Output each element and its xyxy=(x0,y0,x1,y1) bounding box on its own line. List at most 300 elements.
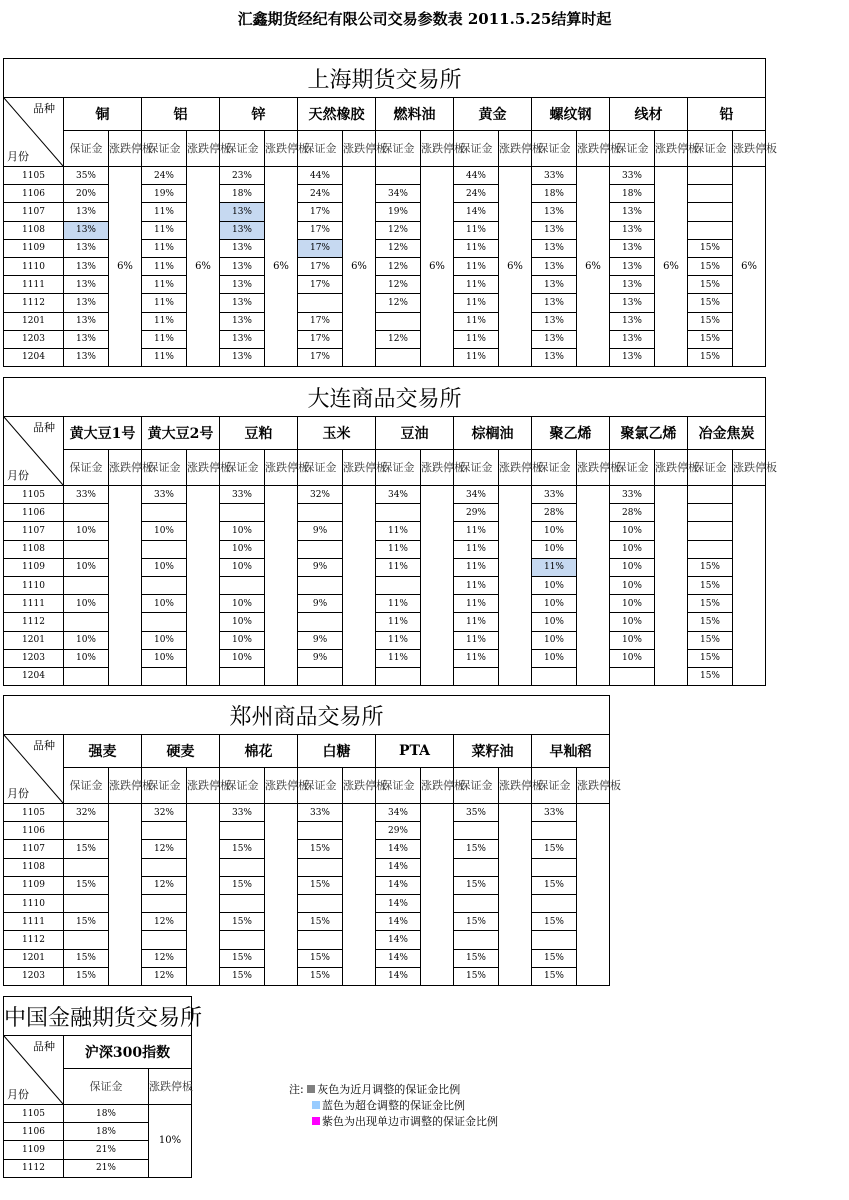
margin-cell xyxy=(220,858,265,876)
margin-header: 保证金 xyxy=(532,131,577,167)
month-cell: 1108 xyxy=(4,540,64,558)
margin-cell xyxy=(220,931,265,949)
product-name: 菜籽油 xyxy=(454,735,532,768)
margin-cell: 34% xyxy=(376,804,421,822)
margin-cell: 15% xyxy=(532,840,577,858)
margin-cell xyxy=(220,667,265,685)
product-name: 冶金焦炭 xyxy=(688,417,766,450)
month-cell: 1201 xyxy=(4,949,64,967)
margin-cell xyxy=(376,667,421,685)
margin-cell: 11% xyxy=(142,348,187,366)
margin-cell: 18% xyxy=(220,185,265,203)
margin-cell: 15% xyxy=(688,631,733,649)
margin-cell: 34% xyxy=(376,486,421,504)
product-name: 聚乙烯 xyxy=(532,417,610,450)
margin-cell: 15% xyxy=(688,649,733,667)
corner-product-label: 品种 xyxy=(33,102,55,115)
margin-cell xyxy=(64,504,109,522)
limit-header: 涨跌停板 xyxy=(187,450,220,486)
limit-cell xyxy=(421,804,454,986)
margin-cell: 19% xyxy=(142,185,187,203)
margin-cell: 10% xyxy=(220,613,265,631)
margin-cell: 13% xyxy=(610,312,655,330)
legend-text: 灰色为近月调整的保证金比例 xyxy=(317,1083,461,1096)
margin-cell: 11% xyxy=(142,294,187,312)
margin-cell: 15% xyxy=(64,840,109,858)
limit-cell xyxy=(109,486,142,686)
margin-cell: 15% xyxy=(688,348,733,366)
limit-header: 涨跌停板 xyxy=(265,768,298,804)
product-name: PTA xyxy=(376,735,454,768)
limit-header: 涨跌停板 xyxy=(499,768,532,804)
margin-cell: 15% xyxy=(532,949,577,967)
margin-cell: 10% xyxy=(610,631,655,649)
margin-cell xyxy=(220,576,265,594)
margin-cell: 14% xyxy=(376,931,421,949)
margin-cell: 18% xyxy=(64,1105,149,1123)
margin-cell: 13% xyxy=(220,203,265,221)
margin-header: 保证金 xyxy=(142,131,187,167)
margin-cell: 11% xyxy=(142,221,187,239)
margin-cell xyxy=(532,931,577,949)
margin-cell: 10% xyxy=(532,595,577,613)
margin-cell xyxy=(64,576,109,594)
margin-cell xyxy=(220,504,265,522)
margin-cell: 15% xyxy=(688,613,733,631)
margin-cell: 11% xyxy=(454,239,499,257)
margin-cell xyxy=(454,822,499,840)
product-name: 螺纹钢 xyxy=(532,98,610,131)
margin-cell: 11% xyxy=(454,294,499,312)
month-cell: 1107 xyxy=(4,522,64,540)
margin-cell xyxy=(64,894,109,912)
margin-header: 保证金 xyxy=(610,131,655,167)
margin-cell: 13% xyxy=(610,239,655,257)
margin-cell xyxy=(142,576,187,594)
margin-header: 保证金 xyxy=(64,1069,149,1105)
margin-cell: 12% xyxy=(142,949,187,967)
margin-cell: 12% xyxy=(376,276,421,294)
margin-header: 保证金 xyxy=(298,768,343,804)
margin-cell xyxy=(610,667,655,685)
margin-cell: 33% xyxy=(532,804,577,822)
product-name: 早籼稻 xyxy=(532,735,610,768)
margin-cell: 13% xyxy=(64,294,109,312)
margin-cell: 10% xyxy=(532,522,577,540)
margin-cell: 13% xyxy=(532,221,577,239)
product-name: 燃料油 xyxy=(376,98,454,131)
margin-cell: 10% xyxy=(64,558,109,576)
margin-cell: 13% xyxy=(610,294,655,312)
limit-cell: 6% xyxy=(655,167,688,367)
margin-cell: 15% xyxy=(532,876,577,894)
margin-cell: 10% xyxy=(610,540,655,558)
margin-cell: 13% xyxy=(532,330,577,348)
margin-cell: 10% xyxy=(532,631,577,649)
margin-cell: 11% xyxy=(376,558,421,576)
margin-cell: 24% xyxy=(298,185,343,203)
margin-cell: 10% xyxy=(220,595,265,613)
margin-cell: 15% xyxy=(220,913,265,931)
product-name: 铅 xyxy=(688,98,766,131)
margin-cell xyxy=(298,822,343,840)
margin-cell: 10% xyxy=(532,613,577,631)
legend-row xyxy=(289,1114,498,1130)
margin-cell: 11% xyxy=(454,348,499,366)
margin-cell xyxy=(298,576,343,594)
corner-month-label: 月份 xyxy=(7,787,29,800)
margin-cell xyxy=(532,822,577,840)
margin-cell: 15% xyxy=(688,576,733,594)
margin-cell: 10% xyxy=(220,631,265,649)
corner-product-label: 品种 xyxy=(33,1040,55,1053)
margin-cell xyxy=(688,185,733,203)
margin-cell: 13% xyxy=(64,330,109,348)
margin-cell: 11% xyxy=(376,649,421,667)
margin-cell: 9% xyxy=(298,522,343,540)
margin-cell: 15% xyxy=(532,913,577,931)
margin-cell: 9% xyxy=(298,595,343,613)
month-cell: 1112 xyxy=(4,294,64,312)
margin-cell xyxy=(376,576,421,594)
margin-header: 保证金 xyxy=(220,450,265,486)
limit-cell xyxy=(343,486,376,686)
product-name: 沪深300指数 xyxy=(64,1036,192,1069)
limit-cell: 10% xyxy=(149,1105,192,1178)
margin-header: 保证金 xyxy=(298,131,343,167)
limit-header: 涨跌停板 xyxy=(149,1069,192,1105)
product-name: 铜 xyxy=(64,98,142,131)
margin-header: 保证金 xyxy=(688,450,733,486)
margin-cell: 15% xyxy=(220,949,265,967)
product-name: 强麦 xyxy=(64,735,142,768)
limit-header: 涨跌停板 xyxy=(343,450,376,486)
margin-cell: 11% xyxy=(454,540,499,558)
table-row xyxy=(4,486,766,504)
limit-cell xyxy=(343,804,376,986)
margin-cell: 15% xyxy=(64,876,109,894)
legend-note-label: 注: xyxy=(289,1083,304,1096)
product-name: 硬麦 xyxy=(142,735,220,768)
margin-cell: 33% xyxy=(64,486,109,504)
magenta-swatch-icon xyxy=(312,1117,320,1125)
limit-header: 涨跌停板 xyxy=(109,768,142,804)
limit-cell xyxy=(499,486,532,686)
margin-cell: 10% xyxy=(220,540,265,558)
limit-header: 涨跌停板 xyxy=(265,131,298,167)
margin-cell xyxy=(298,540,343,558)
legend-row xyxy=(289,1098,498,1114)
margin-cell: 11% xyxy=(142,276,187,294)
margin-header: 保证金 xyxy=(142,450,187,486)
margin-cell: 18% xyxy=(64,1123,149,1141)
month-cell: 1111 xyxy=(4,276,64,294)
limit-header: 涨跌停板 xyxy=(343,131,376,167)
product-name: 锌 xyxy=(220,98,298,131)
limit-header: 涨跌停板 xyxy=(577,131,610,167)
margin-cell: 11% xyxy=(376,613,421,631)
margin-header: 保证金 xyxy=(298,450,343,486)
margin-header: 保证金 xyxy=(220,768,265,804)
month-cell: 1109 xyxy=(4,876,64,894)
exchange-block xyxy=(3,996,203,1178)
margin-header: 保证金 xyxy=(532,450,577,486)
margin-cell: 13% xyxy=(220,294,265,312)
month-cell: 1109 xyxy=(4,239,64,257)
margin-cell: 12% xyxy=(142,967,187,985)
month-cell: 1106 xyxy=(4,822,64,840)
margin-cell: 15% xyxy=(220,967,265,985)
margin-cell: 12% xyxy=(376,294,421,312)
margin-cell: 15% xyxy=(454,840,499,858)
margin-cell: 13% xyxy=(532,348,577,366)
product-name: 棕榈油 xyxy=(454,417,532,450)
margin-header: 保证金 xyxy=(376,131,421,167)
margin-header: 保证金 xyxy=(64,450,109,486)
margin-cell: 10% xyxy=(610,558,655,576)
margin-cell: 12% xyxy=(142,840,187,858)
limit-header: 涨跌停板 xyxy=(655,131,688,167)
margin-cell xyxy=(688,203,733,221)
limit-header: 涨跌停板 xyxy=(343,768,376,804)
margin-cell xyxy=(64,858,109,876)
month-cell: 1105 xyxy=(4,804,64,822)
margin-header: 保证金 xyxy=(454,131,499,167)
month-cell: 1106 xyxy=(4,185,64,203)
month-cell: 1105 xyxy=(4,1105,64,1123)
margin-cell: 13% xyxy=(532,257,577,275)
margin-cell: 13% xyxy=(532,312,577,330)
margin-cell: 13% xyxy=(220,348,265,366)
month-cell: 1204 xyxy=(4,667,64,685)
margin-header: 保证金 xyxy=(688,131,733,167)
margin-cell xyxy=(298,931,343,949)
margin-cell: 13% xyxy=(64,312,109,330)
product-name: 玉米 xyxy=(298,417,376,450)
month-cell: 1106 xyxy=(4,504,64,522)
margin-cell: 14% xyxy=(376,876,421,894)
margin-cell: 10% xyxy=(532,576,577,594)
corner-product-label: 品种 xyxy=(33,739,55,752)
month-cell: 1201 xyxy=(4,631,64,649)
margin-cell: 17% xyxy=(298,203,343,221)
margin-header: 保证金 xyxy=(64,768,109,804)
corner-product-label: 品种 xyxy=(33,421,55,434)
margin-cell: 11% xyxy=(454,649,499,667)
limit-cell xyxy=(109,804,142,986)
margin-cell: 14% xyxy=(376,894,421,912)
margin-cell: 14% xyxy=(454,203,499,221)
margin-cell: 32% xyxy=(64,804,109,822)
margin-cell: 11% xyxy=(376,522,421,540)
corner-cell xyxy=(4,735,64,804)
margin-cell xyxy=(142,858,187,876)
month-cell: 1108 xyxy=(4,221,64,239)
margin-header: 保证金 xyxy=(64,131,109,167)
margin-cell: 33% xyxy=(532,486,577,504)
limit-cell: 6% xyxy=(421,167,454,367)
margin-cell: 10% xyxy=(220,558,265,576)
margin-cell: 11% xyxy=(142,203,187,221)
margin-cell: 29% xyxy=(376,822,421,840)
legend-text: 紫色为出现单边市调整的保证金比例 xyxy=(322,1115,498,1128)
limit-header: 涨跌停板 xyxy=(187,768,220,804)
margin-cell: 9% xyxy=(298,649,343,667)
margin-cell: 13% xyxy=(610,276,655,294)
margin-cell: 35% xyxy=(454,804,499,822)
margin-cell: 24% xyxy=(142,167,187,185)
margin-cell: 10% xyxy=(220,649,265,667)
margin-cell xyxy=(454,894,499,912)
margin-cell xyxy=(142,931,187,949)
margin-cell: 13% xyxy=(64,257,109,275)
margin-cell: 11% xyxy=(142,330,187,348)
margin-cell: 13% xyxy=(64,221,109,239)
exchange-name: 郑州商品交易所 xyxy=(4,696,610,735)
product-name: 聚氯乙烯 xyxy=(610,417,688,450)
limit-header: 涨跌停板 xyxy=(109,131,142,167)
month-cell: 1109 xyxy=(4,1141,64,1159)
margin-cell: 11% xyxy=(454,522,499,540)
limit-header: 涨跌停板 xyxy=(421,450,454,486)
margin-cell: 10% xyxy=(610,613,655,631)
margin-cell: 14% xyxy=(376,949,421,967)
margin-cell: 34% xyxy=(454,486,499,504)
margin-cell: 29% xyxy=(454,504,499,522)
limit-cell: 6% xyxy=(577,167,610,367)
margin-cell: 11% xyxy=(142,239,187,257)
limit-cell xyxy=(265,486,298,686)
legend xyxy=(289,1082,498,1130)
margin-cell xyxy=(454,858,499,876)
product-name: 黄金 xyxy=(454,98,532,131)
month-cell: 1112 xyxy=(4,1159,64,1177)
limit-header: 涨跌停板 xyxy=(577,768,610,804)
margin-cell xyxy=(688,504,733,522)
margin-cell: 15% xyxy=(454,967,499,985)
margin-cell xyxy=(298,294,343,312)
limit-header: 涨跌停板 xyxy=(499,450,532,486)
margin-cell: 20% xyxy=(64,185,109,203)
margin-cell: 15% xyxy=(688,330,733,348)
margin-cell: 32% xyxy=(298,486,343,504)
margin-cell xyxy=(64,667,109,685)
margin-cell: 14% xyxy=(376,913,421,931)
margin-cell: 13% xyxy=(220,221,265,239)
margin-header: 保证金 xyxy=(532,768,577,804)
margin-header: 保证金 xyxy=(142,768,187,804)
margin-cell: 17% xyxy=(298,239,343,257)
margin-cell: 13% xyxy=(220,330,265,348)
month-cell: 1204 xyxy=(4,348,64,366)
margin-cell: 18% xyxy=(610,185,655,203)
margin-cell: 11% xyxy=(454,613,499,631)
margin-cell: 10% xyxy=(532,540,577,558)
margin-cell: 13% xyxy=(532,203,577,221)
margin-cell xyxy=(142,613,187,631)
margin-cell: 10% xyxy=(142,649,187,667)
product-name: 棉花 xyxy=(220,735,298,768)
exchange-name: 大连商品交易所 xyxy=(4,378,766,417)
limit-header: 涨跌停板 xyxy=(421,768,454,804)
margin-cell: 33% xyxy=(298,804,343,822)
margin-cell: 13% xyxy=(610,203,655,221)
margin-cell xyxy=(688,540,733,558)
margin-cell: 34% xyxy=(376,185,421,203)
limit-cell: 6% xyxy=(187,167,220,367)
margin-cell: 11% xyxy=(454,595,499,613)
product-name: 线材 xyxy=(610,98,688,131)
margin-cell: 10% xyxy=(64,595,109,613)
limit-cell: 6% xyxy=(499,167,532,367)
margin-cell: 15% xyxy=(688,294,733,312)
limit-header: 涨跌停板 xyxy=(499,131,532,167)
margin-cell: 12% xyxy=(376,257,421,275)
legend-text: 蓝色为超仓调整的保证金比例 xyxy=(322,1099,465,1112)
margin-cell: 10% xyxy=(142,558,187,576)
limit-cell xyxy=(421,486,454,686)
exchange-table xyxy=(3,695,621,986)
margin-cell: 13% xyxy=(64,348,109,366)
margin-cell: 10% xyxy=(610,649,655,667)
table-row xyxy=(4,167,766,185)
margin-cell: 11% xyxy=(454,631,499,649)
margin-cell xyxy=(298,667,343,685)
margin-cell: 14% xyxy=(376,858,421,876)
margin-cell xyxy=(64,613,109,631)
margin-cell: 15% xyxy=(688,558,733,576)
margin-cell: 15% xyxy=(688,667,733,685)
margin-cell xyxy=(142,894,187,912)
margin-header: 保证金 xyxy=(376,768,421,804)
margin-header: 保证金 xyxy=(220,131,265,167)
margin-header: 保证金 xyxy=(376,450,421,486)
margin-cell xyxy=(64,540,109,558)
margin-cell: 15% xyxy=(688,312,733,330)
margin-cell: 11% xyxy=(454,276,499,294)
margin-cell: 17% xyxy=(298,276,343,294)
margin-cell: 44% xyxy=(298,167,343,185)
margin-cell: 10% xyxy=(64,522,109,540)
margin-cell: 15% xyxy=(298,913,343,931)
margin-cell: 11% xyxy=(454,221,499,239)
margin-cell: 11% xyxy=(376,595,421,613)
margin-cell: 11% xyxy=(532,558,577,576)
margin-cell: 32% xyxy=(142,804,187,822)
corner-cell xyxy=(4,1036,64,1105)
corner-cell xyxy=(4,417,64,486)
margin-cell xyxy=(532,667,577,685)
margin-cell: 13% xyxy=(220,239,265,257)
limit-header: 涨跌停板 xyxy=(577,450,610,486)
margin-cell: 15% xyxy=(688,595,733,613)
margin-header: 保证金 xyxy=(454,450,499,486)
exchange-table xyxy=(3,996,203,1178)
limit-cell xyxy=(265,804,298,986)
margin-cell xyxy=(376,504,421,522)
margin-cell xyxy=(298,504,343,522)
margin-cell: 13% xyxy=(64,276,109,294)
margin-cell: 12% xyxy=(376,239,421,257)
limit-header: 涨跌停板 xyxy=(265,450,298,486)
margin-cell: 23% xyxy=(220,167,265,185)
margin-cell: 13% xyxy=(610,330,655,348)
margin-cell: 15% xyxy=(688,239,733,257)
margin-cell: 14% xyxy=(376,967,421,985)
margin-cell: 21% xyxy=(64,1141,149,1159)
limit-header: 涨跌停板 xyxy=(187,131,220,167)
document-title: 汇鑫期货经纪有限公司交易参数表 2011.5.25结算时起 xyxy=(237,10,612,28)
